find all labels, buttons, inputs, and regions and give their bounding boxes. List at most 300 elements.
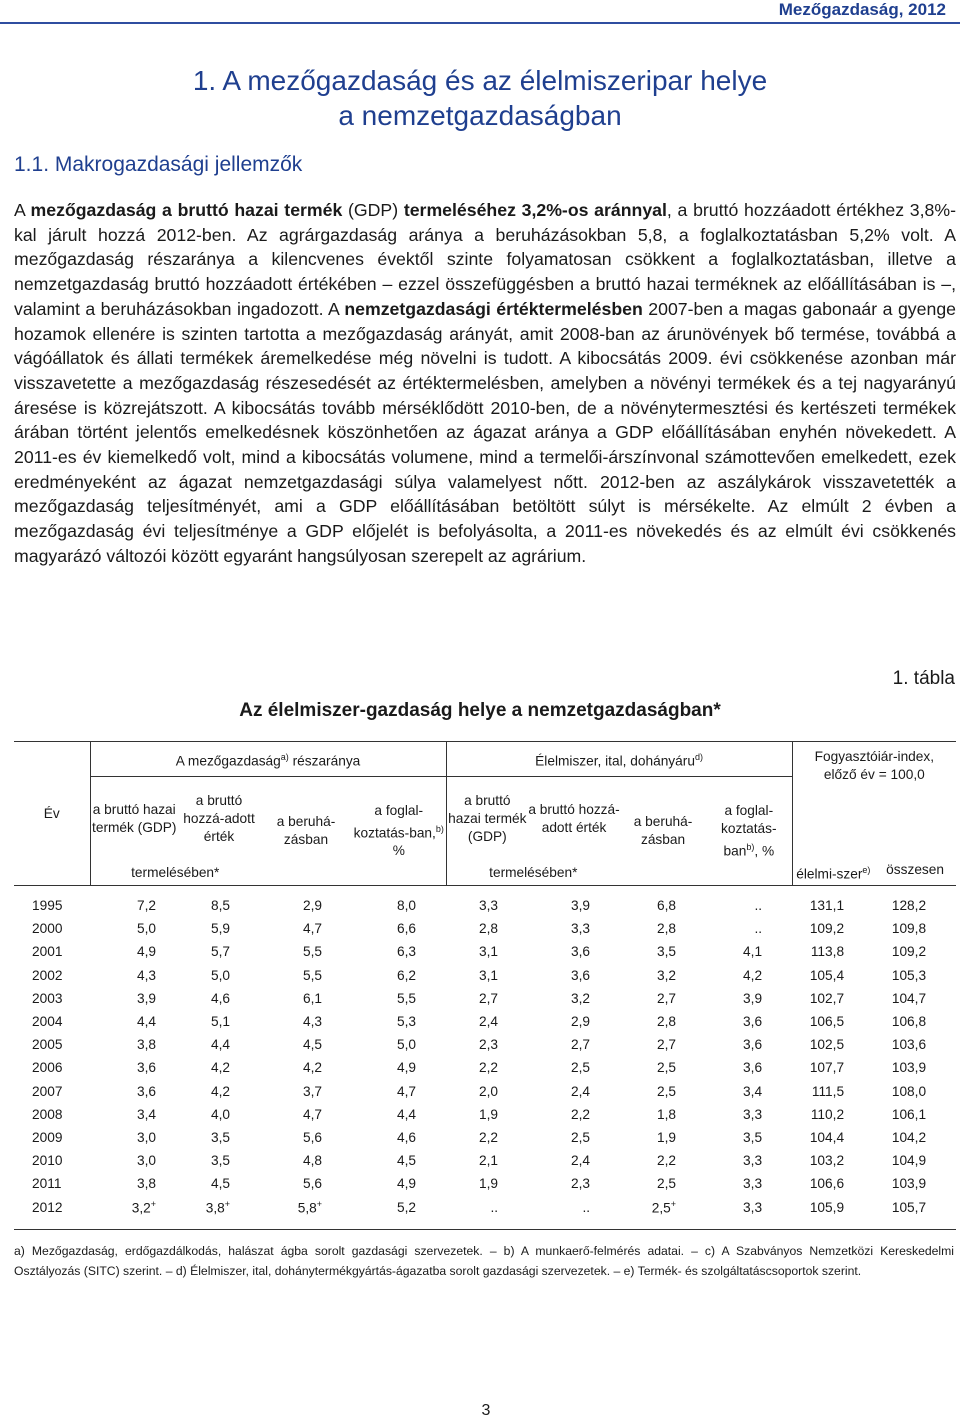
chapter-title	[0, 63, 960, 133]
value-cell	[528, 1033, 620, 1056]
value-cell	[90, 1010, 178, 1033]
body-paragraph	[14, 198, 956, 569]
cell-value: 3,3	[743, 1176, 763, 1192]
year-cell: 2001	[32, 944, 63, 960]
cell-value: 4,3	[136, 967, 156, 983]
cell-value: 107,7	[809, 1060, 845, 1076]
value-cell	[528, 1056, 620, 1079]
cell-value: 2,3	[479, 1037, 499, 1053]
value-cell	[446, 1103, 528, 1126]
value-cell	[178, 987, 260, 1010]
cell-value: 3,8	[136, 1037, 156, 1053]
value-cell	[260, 1149, 352, 1172]
cell-value: ..	[490, 1199, 499, 1215]
value-cell	[352, 1126, 446, 1149]
value-cell	[90, 1080, 178, 1103]
value-cell	[528, 1126, 620, 1149]
value-cell	[620, 1172, 706, 1195]
value-cell	[792, 1033, 874, 1056]
cell-value: 4,5	[397, 1153, 417, 1169]
cell-value: 3,4	[136, 1106, 156, 1122]
value-cell	[260, 1080, 352, 1103]
cell-value: 3,5	[210, 1129, 230, 1145]
value-cell	[90, 1056, 178, 1079]
value-cell	[792, 886, 874, 918]
year-cell: 2011	[32, 1176, 62, 1192]
cell-value: 2,2	[479, 1060, 499, 1076]
year-cell: 2008	[32, 1106, 63, 1122]
preliminary-flag: +	[224, 1198, 230, 1209]
cell-value: 3,1	[479, 944, 499, 960]
year-cell: 2005	[32, 1037, 63, 1053]
cell-value: 8,5	[210, 898, 230, 914]
cell-value: 3,0	[136, 1153, 156, 1169]
header-text: , %	[754, 843, 775, 859]
cell-value: 5,8	[297, 1200, 317, 1216]
value-cell	[352, 987, 446, 1010]
value-cell	[446, 1149, 528, 1172]
cell-value: 5,2	[397, 1199, 417, 1215]
cell-value: 3,6	[743, 1060, 763, 1076]
value-cell	[260, 917, 352, 940]
table-row	[14, 1033, 956, 1056]
value-cell	[706, 1010, 792, 1033]
cell-value: 4,8	[302, 1153, 322, 1169]
cell-value: 106,6	[809, 1176, 845, 1192]
value-cell	[620, 1126, 706, 1149]
cell-value: 4,7	[397, 1083, 417, 1099]
value-cell	[178, 917, 260, 940]
value-cell	[178, 1149, 260, 1172]
year-cell: 2006	[32, 1060, 63, 1076]
value-cell	[874, 1010, 956, 1033]
cell-value: 2,5	[657, 1176, 677, 1192]
value-cell	[446, 1010, 528, 1033]
cell-value: 3,6	[571, 944, 591, 960]
cell-value: 5,0	[210, 967, 230, 983]
value-cell	[260, 1103, 352, 1126]
cell-value: 4,4	[136, 1014, 156, 1030]
value-cell	[90, 1172, 178, 1195]
cell-value: 2,5	[657, 1060, 677, 1076]
value-cell	[352, 886, 446, 918]
value-cell	[178, 940, 260, 963]
cell-value: 1,9	[479, 1176, 499, 1192]
year-cell: 2012	[14, 1195, 90, 1229]
cell-value: 5,1	[210, 1014, 230, 1030]
value-cell	[352, 964, 446, 987]
footnote-ref: a)	[280, 751, 289, 762]
cell-value: 3,3	[743, 1153, 763, 1169]
cell-value: 3,0	[136, 1129, 156, 1145]
body-bold-run: nemzetgazdasági értéktermelésben	[344, 298, 643, 319]
cell-value: 3,5	[657, 944, 677, 960]
cell-value: 131,1	[809, 898, 845, 914]
header-group-agriculture	[90, 742, 446, 777]
value-cell	[620, 1033, 706, 1056]
chapter-title-line-1: 1. A mezőgazdaság és az élelmiszeripar helye	[192, 65, 768, 96]
header-text: a foglal-koztatás-ban	[721, 802, 777, 859]
cell-value: 8,0	[397, 898, 417, 914]
cell-value: 6,2	[397, 967, 417, 983]
value-cell	[620, 940, 706, 963]
value-cell	[792, 1195, 874, 1229]
cell-value: 2,7	[657, 1037, 677, 1053]
value-cell	[446, 940, 528, 963]
cell-value: 4,4	[397, 1106, 417, 1122]
cell-value: 2,9	[571, 1014, 591, 1030]
value-cell	[620, 1149, 706, 1172]
cell-value: 102,7	[809, 990, 845, 1006]
value-cell	[178, 1056, 260, 1079]
cell-value: 3,5	[210, 1153, 230, 1169]
cell-value: 5,7	[210, 944, 230, 960]
table-row	[14, 1056, 956, 1079]
value-cell	[874, 1195, 956, 1229]
cell-value: 4,0	[210, 1106, 230, 1122]
value-cell	[90, 1033, 178, 1056]
value-cell	[874, 1033, 956, 1056]
table-number: 1. tábla	[892, 668, 955, 689]
value-cell	[352, 1172, 446, 1195]
value-cell	[874, 886, 956, 918]
value-cell	[178, 964, 260, 987]
header-text: részaránya	[288, 753, 361, 769]
header-production-food: termelésében*	[446, 861, 620, 886]
table-row	[14, 1172, 956, 1195]
header-text: a foglal-koztatás-ban,	[353, 802, 436, 841]
header-gva: a bruttó hozzá-adott érték	[183, 793, 255, 844]
table-row	[14, 940, 956, 963]
cell-value: 3,6	[136, 1060, 156, 1076]
cell-value: 109,8	[891, 921, 927, 937]
cell-value: 2,4	[479, 1014, 499, 1030]
header-gdp: a bruttó hazai termék (GDP)	[90, 777, 178, 862]
cell-value: 3,6	[136, 1083, 156, 1099]
value-cell	[446, 1172, 528, 1195]
value-cell	[706, 987, 792, 1010]
section-title: 1.1. Makrogazdasági jellemzők	[14, 153, 303, 176]
cell-value: 106,8	[891, 1014, 927, 1030]
value-cell	[706, 1149, 792, 1172]
value-cell	[178, 886, 260, 918]
value-cell	[260, 1056, 352, 1079]
cell-value: 5,5	[302, 944, 322, 960]
cell-value: 5,9	[210, 921, 230, 937]
cell-value: 5,3	[397, 1014, 417, 1030]
year-cell: 2004	[32, 1014, 63, 1030]
cell-value: 108,0	[891, 1083, 927, 1099]
cell-value: 3,6	[743, 1037, 763, 1053]
value-cell	[792, 917, 874, 940]
value-cell	[352, 1103, 446, 1126]
cell-value: 3,2	[571, 990, 591, 1006]
value-cell	[178, 1033, 260, 1056]
table-row	[14, 1103, 956, 1126]
cell-value: 2,4	[571, 1153, 591, 1169]
value-cell	[528, 1080, 620, 1103]
value-cell	[706, 1103, 792, 1126]
cell-value: 3,6	[743, 1014, 763, 1030]
cell-value: 2,0	[479, 1083, 499, 1099]
statistics-table	[14, 741, 956, 1230]
value-cell	[706, 1033, 792, 1056]
value-cell	[620, 917, 706, 940]
value-cell	[706, 1195, 792, 1229]
year-cell: 2009	[32, 1129, 63, 1145]
value-cell	[620, 1080, 706, 1103]
value-cell	[446, 886, 528, 918]
cell-value: 5,0	[397, 1037, 417, 1053]
value-cell	[874, 1056, 956, 1079]
cell-value: 104,7	[891, 990, 927, 1006]
cell-value: 105,4	[809, 967, 845, 983]
cell-value: 2,8	[479, 921, 499, 937]
value-cell	[90, 964, 178, 987]
value-cell	[620, 886, 706, 918]
value-cell	[620, 1056, 706, 1079]
cell-value: 6,3	[397, 944, 417, 960]
value-cell	[352, 1195, 446, 1229]
table-row	[14, 917, 956, 940]
cell-value: 3,9	[743, 990, 763, 1006]
value-cell	[874, 940, 956, 963]
value-cell	[260, 1033, 352, 1056]
value-cell	[792, 1056, 874, 1079]
value-cell	[706, 886, 792, 918]
value-cell	[446, 1195, 528, 1229]
value-cell	[528, 1195, 620, 1229]
value-cell	[620, 1103, 706, 1126]
value-cell	[528, 917, 620, 940]
cell-value: 128,2	[891, 898, 927, 914]
cell-value: 104,4	[809, 1129, 845, 1145]
value-cell	[792, 940, 874, 963]
cell-value: 4,2	[743, 967, 763, 983]
value-cell	[260, 1126, 352, 1149]
cell-value: 2,8	[657, 921, 677, 937]
header-text: Fogyasztóiár-index, előző év = 100,0	[814, 749, 935, 782]
cell-value: 4,2	[210, 1083, 230, 1099]
value-cell	[528, 940, 620, 963]
cell-value: 4,1	[743, 944, 763, 960]
cell-value: 103,6	[891, 1037, 927, 1053]
cell-value: 3,3	[479, 898, 499, 914]
value-cell	[352, 1033, 446, 1056]
value-cell	[620, 964, 706, 987]
year-cell: 2002	[32, 967, 63, 983]
cell-value: 4,7	[302, 921, 322, 937]
header-food-investment: a beruhá-zásban	[620, 777, 706, 886]
cell-value: 2,7	[479, 990, 499, 1006]
value-cell	[706, 1080, 792, 1103]
value-cell	[90, 987, 178, 1010]
value-cell	[446, 1080, 528, 1103]
value-cell	[792, 1010, 874, 1033]
cell-value: 4,2	[302, 1060, 322, 1076]
value-cell	[352, 917, 446, 940]
cell-value: 2,1	[479, 1153, 499, 1169]
value-cell	[446, 1126, 528, 1149]
page-number: 3	[481, 1402, 491, 1419]
cell-value: 1,9	[657, 1129, 677, 1145]
value-cell	[706, 1056, 792, 1079]
cell-value: 4,2	[210, 1060, 230, 1076]
value-cell	[178, 1010, 260, 1033]
value-cell	[90, 940, 178, 963]
value-cell	[446, 964, 528, 987]
body-text-run: (GDP)	[342, 200, 404, 220]
value-cell	[528, 1103, 620, 1126]
footnote-ref: b)	[435, 823, 444, 834]
cell-value: ..	[754, 898, 763, 914]
header-text: Élelmiszer, ital, dohányáru	[535, 753, 695, 769]
running-head-title: Mezőgazdaság, 2012	[778, 0, 946, 19]
table-row	[14, 1080, 956, 1103]
cell-value: 3,2	[657, 967, 677, 983]
cell-value: ..	[582, 1199, 591, 1215]
cell-value: 2,7	[571, 1037, 591, 1053]
value-cell	[178, 1195, 260, 1229]
header-food-employment	[706, 777, 792, 886]
value-cell	[260, 886, 352, 918]
cell-value: 4,6	[397, 1129, 417, 1145]
cell-value: 106,1	[891, 1106, 927, 1122]
value-cell	[260, 1195, 352, 1229]
cell-value: 2,9	[302, 898, 322, 914]
cell-value: 1,8	[657, 1106, 677, 1122]
cell-value: 104,9	[891, 1153, 927, 1169]
header-investment: a beruhá-zásban	[260, 777, 352, 886]
year-cell: 2003	[32, 990, 63, 1006]
value-cell	[260, 1172, 352, 1195]
value-cell	[874, 987, 956, 1010]
value-cell	[446, 1033, 528, 1056]
value-cell	[874, 1126, 956, 1149]
cell-value: 5,5	[302, 967, 322, 983]
cell-value: 4,9	[136, 944, 156, 960]
table-row	[14, 987, 956, 1010]
year-cell: 1995	[32, 898, 63, 914]
table-row	[14, 1126, 956, 1149]
value-cell	[178, 1126, 260, 1149]
cell-value: 2,2	[479, 1129, 499, 1145]
value-cell	[792, 964, 874, 987]
header-employment	[352, 777, 446, 886]
cell-value: 3,8	[205, 1200, 225, 1216]
cell-value: 2,2	[657, 1153, 677, 1169]
cell-value: 2,2	[571, 1106, 591, 1122]
cell-value: 4,5	[302, 1037, 322, 1053]
cell-value: 103,9	[891, 1176, 927, 1192]
value-cell	[178, 1172, 260, 1195]
cell-value: 106,5	[809, 1014, 845, 1030]
cell-value: 7,2	[136, 898, 156, 914]
value-cell	[352, 1080, 446, 1103]
value-cell	[178, 1080, 260, 1103]
cell-value: 113,8	[810, 944, 845, 960]
value-cell	[706, 1126, 792, 1149]
cell-value: 6,8	[657, 898, 677, 914]
value-cell	[528, 987, 620, 1010]
cell-value: 6,6	[397, 921, 417, 937]
cell-value: 105,7	[891, 1199, 927, 1215]
value-cell	[260, 964, 352, 987]
header-food-gva: a bruttó hozzá-adott érték	[528, 802, 620, 835]
preliminary-flag: +	[316, 1198, 322, 1209]
body-text-run: A	[14, 200, 31, 220]
chapter-title-line-2: a nemzetgazdaságban	[338, 100, 622, 131]
value-cell	[706, 964, 792, 987]
cell-value: 3,1	[479, 967, 499, 983]
cell-value: 5,5	[397, 990, 417, 1006]
body-text-run: 2007-ben a magas gabonaár a gyenge hozamok ellenére is szinten tartotta a mezőgazdaság arányát, amit 2008-ban az árunövények bő termése, továbbá a vágóállatok és állati termékek áremelkedése még növelni is tudott. A kibocsátás 2009. évi csökkenése azonban már visszavetette a mezőgazdaság részesedését az értéktermelésben, amelyben a növényi termékek és a tej nagyarányú áresése is közrejátszott. A kibocsátás tovább mérséklődött 2010-ben, de a növénytermesztési és kertészeti termékek árában történt jelentős emelkedésnek köszönhetően az ágazat aránya a GDP előállításában enyhén növekedett. A 2011-es év kiemelkedő volt, mind a kibocsátás volumene, mind a termelői-árszínvonal számottevően emelkedett, ezek eredményeként az ágazat nemzetgazdasági súlya valamelyest nőtt. 2012-ben az aszálykárok visszavetették a mezőgazdaság teljesítményét, ami a GDP előállításában betöltött súlyt is mérsékelte. Az elmúlt 2 évben a mezőgazdaság évi teljesítménye a GDP előjelét is befolyásolta, a 2011-es növekedés és az elmúlt évi csökkenés magyarázó változói között egyaránt hangsúlyosan szerepelt az agrárium.	[14, 298, 956, 566]
preliminary-flag: +	[150, 1198, 156, 1209]
cell-value: 103,2	[809, 1153, 845, 1169]
cell-value: 1,9	[479, 1106, 499, 1122]
value-cell	[90, 1103, 178, 1126]
header-cpi-total: összesen	[874, 861, 956, 886]
cell-value: 3,3	[571, 921, 591, 937]
cell-value: 2,4	[571, 1083, 591, 1099]
cell-value: 4,9	[397, 1060, 417, 1076]
value-cell	[620, 1195, 706, 1229]
value-cell	[90, 886, 178, 918]
cell-value: 4,4	[210, 1037, 230, 1053]
cell-value: 3,7	[302, 1083, 322, 1099]
value-cell	[706, 1172, 792, 1195]
cell-value: 105,3	[891, 967, 927, 983]
header-text: %	[392, 843, 405, 859]
preliminary-flag: +	[670, 1198, 677, 1209]
header-food-gdp: a bruttó hazai termék (GDP)	[446, 777, 528, 862]
body-bold-run: mezőgazdaság a bruttó hazai termék	[30, 200, 343, 220]
cell-value: 3,9	[571, 898, 591, 914]
footnote-ref: d)	[694, 751, 703, 762]
table-row	[14, 964, 956, 987]
value-cell	[706, 917, 792, 940]
header-production-agri: termelésében*	[90, 861, 260, 886]
value-cell	[792, 987, 874, 1010]
value-cell	[874, 1149, 956, 1172]
year-cell: 2007	[32, 1083, 63, 1099]
value-cell	[792, 1080, 874, 1103]
value-cell	[446, 917, 528, 940]
cell-value: ..	[754, 921, 763, 937]
value-cell	[352, 940, 446, 963]
cell-value: 3,9	[136, 990, 156, 1006]
value-cell	[260, 940, 352, 963]
cell-value: 4,5	[210, 1176, 230, 1192]
cell-value: 109,2	[809, 921, 845, 937]
value-cell	[620, 987, 706, 1010]
cell-value: 5,6	[302, 1176, 322, 1192]
value-cell	[706, 940, 792, 963]
value-cell	[528, 886, 620, 918]
cell-value: 109,2	[891, 944, 927, 960]
value-cell	[90, 1195, 178, 1229]
cell-value: 3,4	[743, 1083, 763, 1099]
header-year: Év	[14, 742, 90, 886]
cell-value: 103,9	[891, 1060, 927, 1076]
value-cell	[528, 964, 620, 987]
year-cell: 2010	[32, 1153, 63, 1169]
table-row	[14, 886, 956, 918]
year-cell: 2000	[32, 921, 63, 937]
value-cell	[528, 1010, 620, 1033]
value-cell	[528, 1172, 620, 1195]
header-group-food	[446, 742, 792, 777]
